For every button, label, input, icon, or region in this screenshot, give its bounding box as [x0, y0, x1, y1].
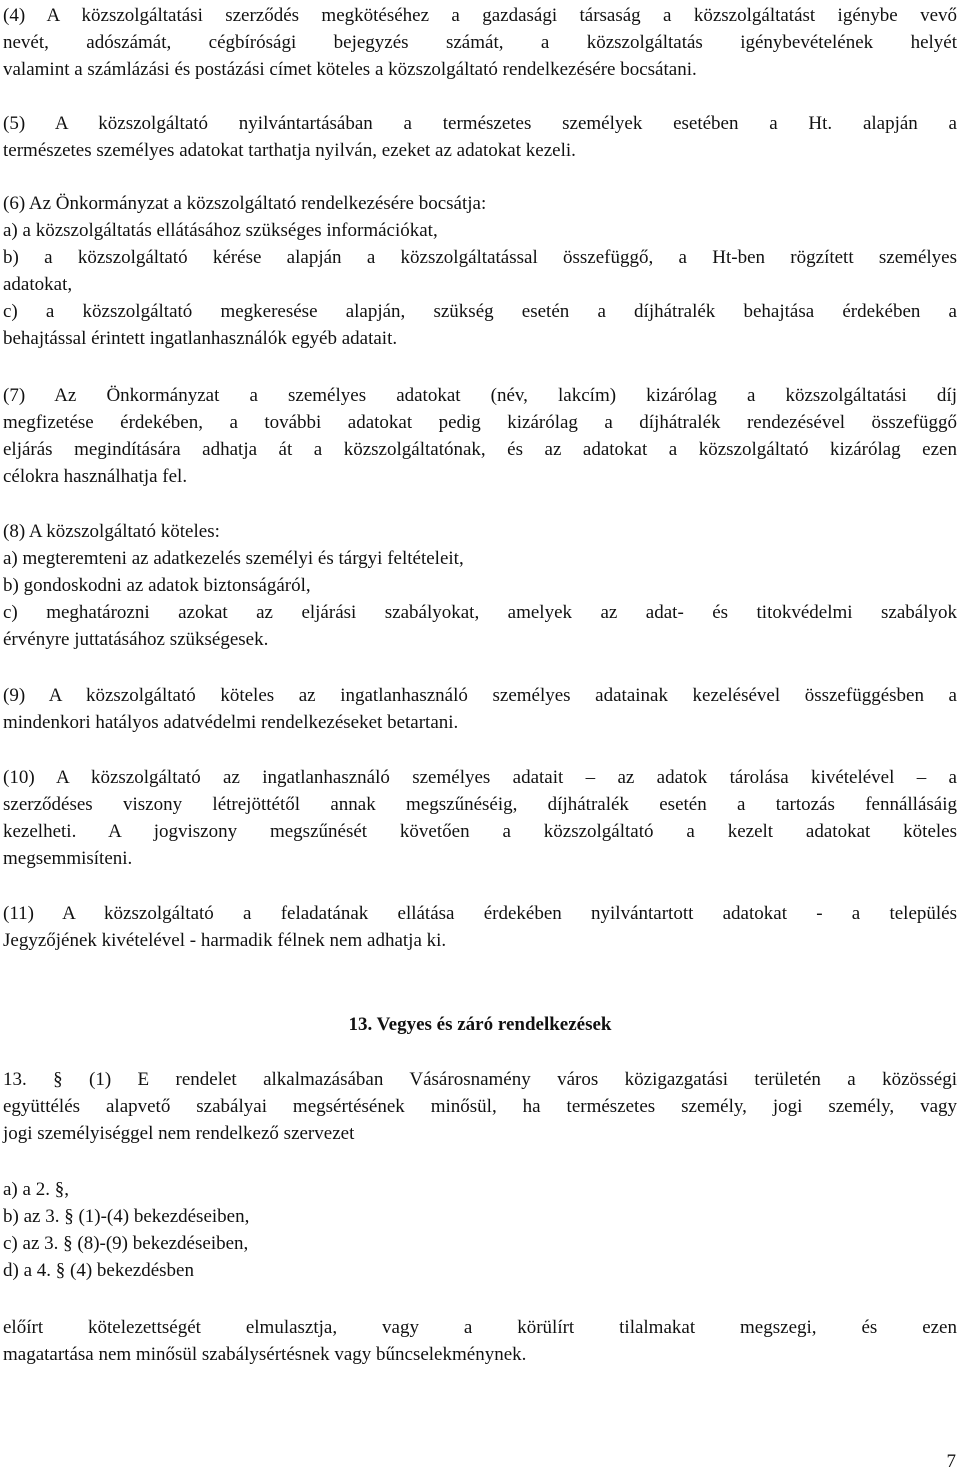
text-line: b) a közszolgáltató kérése alapján a közszolgáltatással összefüggő, a Ht-ben rögzített személyes	[3, 247, 957, 268]
text-line: együttélés alapvető szabályai megsértésének minősül, ha természetes személy, jogi személy, vagy	[3, 1096, 957, 1117]
paragraph-6	[3, 190, 957, 352]
paragraph-10	[3, 764, 957, 872]
paragraph-8	[3, 518, 957, 653]
text-line: (8) A közszolgáltató köteles:	[3, 521, 220, 542]
list-item: c) az 3. § (8)-(9) bekezdéseiben,	[3, 1233, 249, 1254]
text-line: (4) A közszolgáltatási szerződés megkötéséhez a gazdasági társaság a közszolgáltatást igénybe vevő	[3, 5, 957, 26]
text-line: valamint a számlázási és postázási címet köteles a közszolgáltató rendelkezésére bocsátani.	[3, 59, 697, 80]
text-line: a) megteremteni az adatkezelés személyi és tárgyi feltételeit,	[3, 548, 464, 569]
text-line: (7) Az Önkormányzat a személyes adatokat (név, lakcím) kizárólag a közszolgáltatási díj	[3, 385, 957, 406]
text-line: (9) A közszolgáltató köteles az ingatlanhasználó személyes adatainak kezelésével összefüggésben a	[3, 685, 957, 706]
text-line: magatartása nem minősül szabálysértésnek vagy bűncselekménynek.	[3, 1344, 527, 1365]
paragraph-7	[3, 382, 957, 490]
paragraph-5	[3, 110, 957, 164]
text-line: (5) A közszolgáltató nyilvántartásában a természetes személyek esetében a Ht. alapján a	[3, 113, 957, 134]
text-line: nevét, adószámát, cégbírósági bejegyzés számát, a közszolgáltatás igénybevételének helyét	[3, 32, 957, 53]
section-heading: 13. Vegyes és záró rendelkezések	[348, 1014, 612, 1035]
list-item: b) az 3. § (1)-(4) bekezdéseiben,	[3, 1206, 250, 1227]
text-line: adatokat,	[3, 274, 73, 295]
section-13-intro	[3, 1066, 957, 1147]
text-line: mindenkori hatályos adatvédelmi rendelkezéseket betartani.	[3, 712, 459, 733]
text-line: c) meghatározni azokat az eljárási szabályokat, amelyek az adat- és titokvédelmi szabályok	[3, 602, 957, 623]
text-line: 13. § (1) E rendelet alkalmazásában Vásárosnamény város közigazgatási területén a közösségi	[3, 1069, 957, 1090]
text-line: célokra használhatja fel.	[3, 466, 188, 487]
text-line: kezelheti. A jogviszony megszűnését követően a közszolgáltató a kezelt adatokat köteles	[3, 821, 957, 842]
text-line: szerződéses viszony létrejöttétől annak megszűnéséig, díjhátralék esetén a tartozás fennállásáig	[3, 794, 957, 815]
text-line: eljárás megindítására adhatja át a közszolgáltatónak, és az adatokat a közszolgáltató kizárólag ezen	[3, 439, 957, 460]
text-line: Jegyzőjének kivételével - harmadik félnek nem adhatja ki.	[3, 930, 447, 951]
text-line: (10) A közszolgáltató az ingatlanhasználó személyes adatait – az adatok tárolása kivételével – a	[3, 767, 957, 788]
section-13-closing	[3, 1314, 957, 1368]
text-line: b) gondoskodni az adatok biztonságáról,	[3, 575, 311, 596]
paragraph-9	[3, 682, 957, 736]
text-line: a) a közszolgáltatás ellátásához szükséges információkat,	[3, 220, 438, 241]
text-line: (11) A közszolgáltató a feladatának ellátása érdekében nyilvántartott adatokat - a település	[3, 903, 957, 924]
text-line: c) a közszolgáltató megkeresése alapján, szükség esetén a díjhátralék behajtása érdekében a	[3, 301, 957, 322]
text-line: természetes személyes adatokat tarthatja nyilván, ezeket az adatokat kezeli.	[3, 140, 576, 161]
text-line: (6) Az Önkormányzat a közszolgáltató rendelkezésére bocsátja:	[3, 193, 487, 214]
list-item: a) a 2. §,	[3, 1179, 69, 1200]
paragraph-4	[3, 2, 957, 83]
text-line: megfizetése érdekében, a további adatokat pedig kizárólag a díjhátralék rendezésével összefüggő	[3, 412, 957, 433]
text-line: megsemmisíteni.	[3, 848, 133, 869]
text-line: jogi személyiséggel nem rendelkező szervezet	[3, 1123, 355, 1144]
text-line: előírt kötelezettségét elmulasztja, vagy a körülírt tilalmakat megszegi, és ezen	[3, 1317, 957, 1338]
paragraph-11	[3, 900, 957, 954]
page-number: 7	[946, 1451, 956, 1472]
text-line: érvényre juttatásához szükségesek.	[3, 629, 269, 650]
section-13-list	[3, 1176, 957, 1284]
list-item: d) a 4. § (4) bekezdésben	[3, 1260, 194, 1281]
text-line: behajtással érintett ingatlanhasználók egyéb adatait.	[3, 328, 398, 349]
